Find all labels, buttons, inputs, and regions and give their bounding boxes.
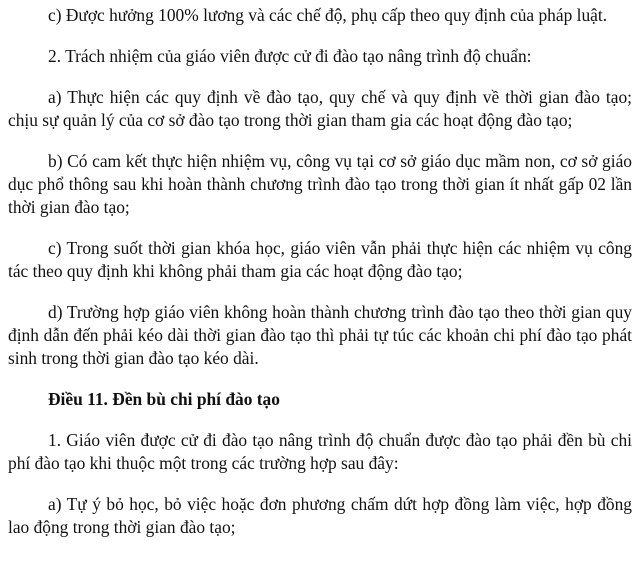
paragraph-compensation-cases: 1. Giáo viên được cử đi đào tạo nâng trình độ chuẩn được đào tạo phải đền bù chi phí đào tạo khi thuộc một trong các trường hợp sau đây:: [8, 430, 632, 473]
paragraph-c-benefits: c) Được hưởng 100% lương và các chế độ, phụ cấp theo quy định của pháp luật.: [48, 5, 608, 25]
paragraph-b-commitment: b) Có cam kết thực hiện nhiệm vụ, công vụ tại cơ sở giáo dục mầm non, cơ sở giáo dục phổ thông sau khi hoàn thành chương trình đào tạo trong thời gian ít nhất gấp 02 lần thời gian đào tạo;: [8, 151, 632, 217]
paragraph-c-duties: c) Trong suốt thời gian khóa học, giáo viên vẫn phải thực hiện các nhiệm vụ công tác theo quy định khi không phải tham gia các hoạt động đào tạo;: [8, 238, 632, 281]
article-11-heading: Điều 11. Đền bù chi phí đào tạo: [48, 389, 280, 409]
paragraph-a-regulations: a) Thực hiện các quy định về đào tạo, quy chế và quy định về thời gian đào tạo; chịu sự quản lý của cơ sở đào tạo trong thời gian tham gia các hoạt động đào tạo;: [8, 87, 632, 130]
paragraph-a-quit: a) Tự ý bỏ học, bỏ việc hoặc đơn phương chấm dứt hợp đồng làm việc, hợp đồng lao động trong thời gian đào tạo;: [8, 494, 632, 537]
paragraph-d-extension: d) Trường hợp giáo viên không hoàn thành chương trình đào tạo theo thời gian quy định dẫn đến phải kéo dài thời gian đào tạo thì phải tự túc các khoản chi phí đào tạo phát sinh trong thời gian đào tạo kéo dài.: [8, 302, 632, 368]
paragraph-teacher-responsibilities: 2. Trách nhiệm của giáo viên được cử đi đào tạo nâng trình độ chuẩn:: [48, 46, 532, 66]
